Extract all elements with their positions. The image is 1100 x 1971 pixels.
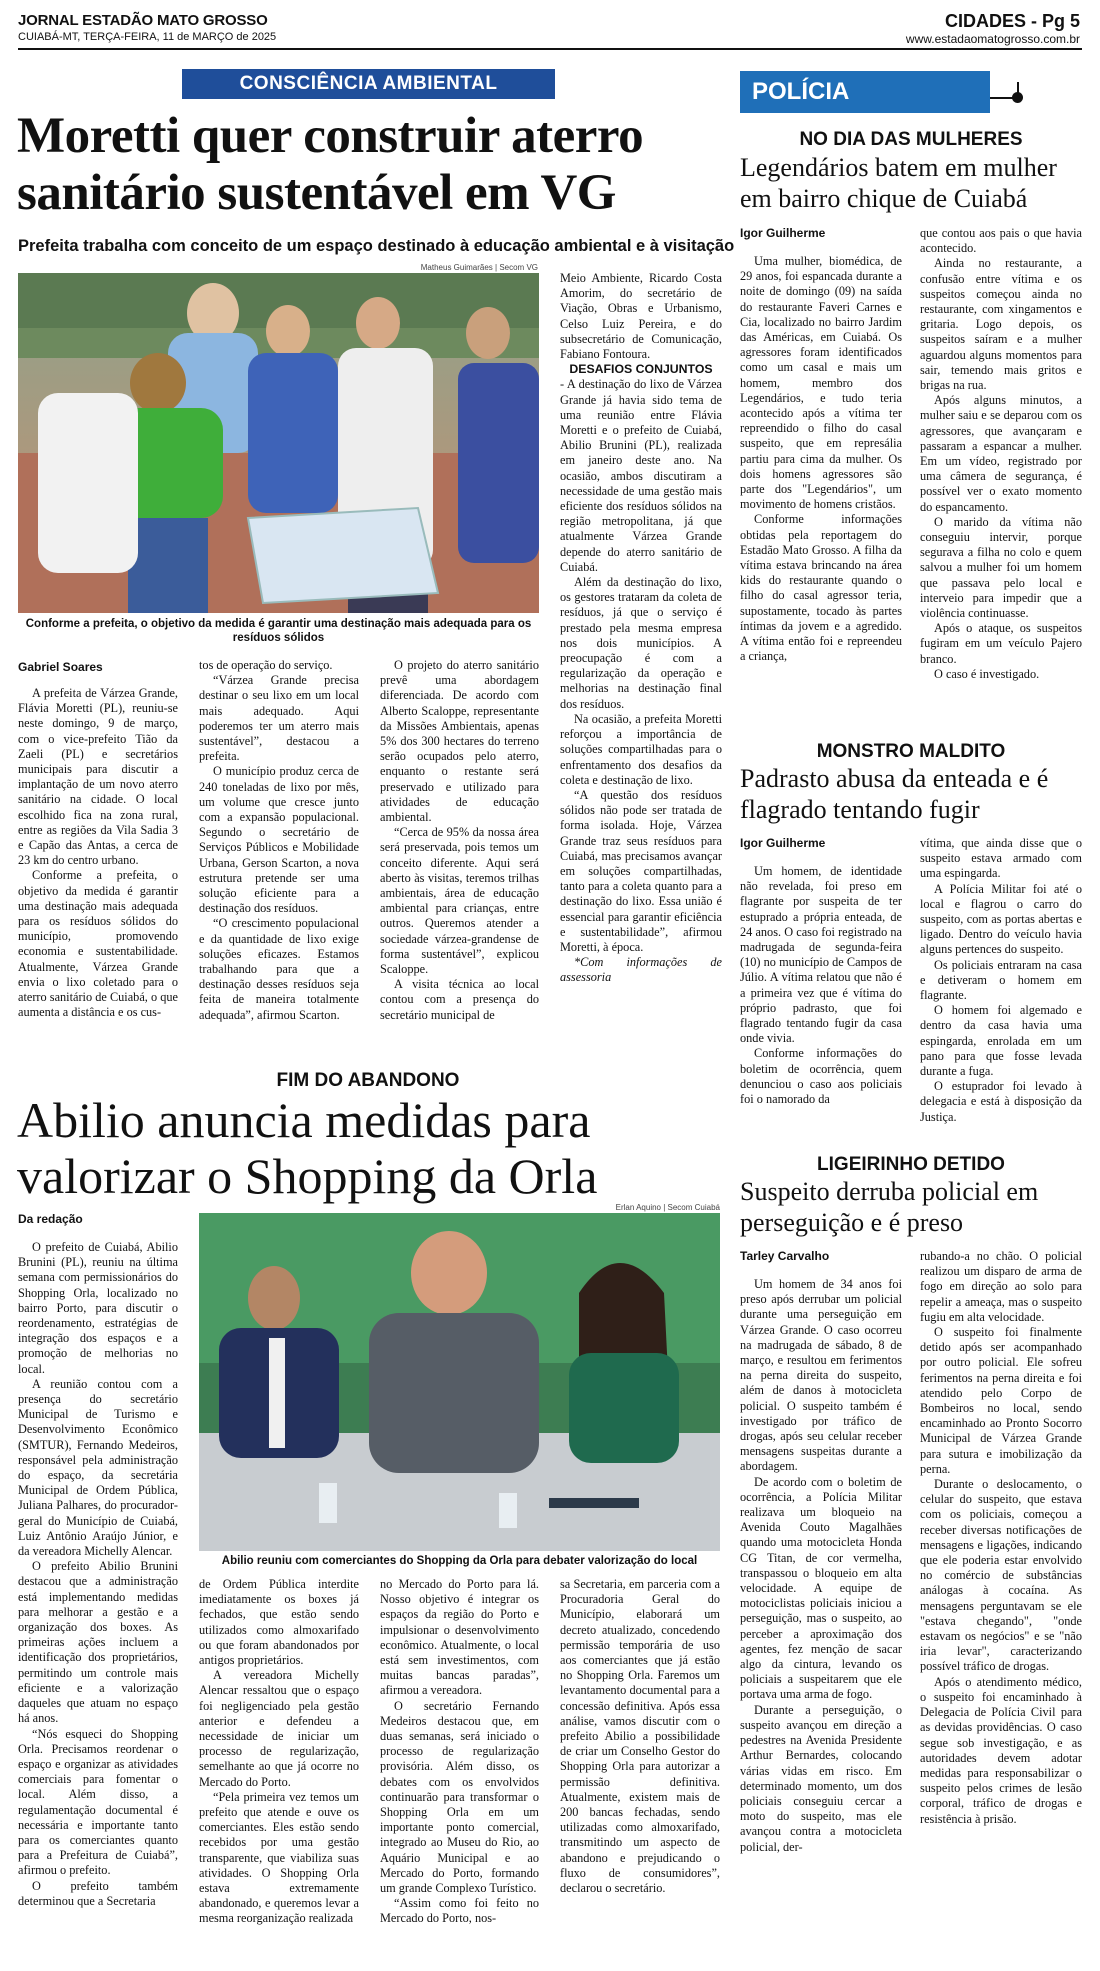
paragraph: O caso é investigado.	[934, 666, 1040, 681]
caption-orla: Abilio reuniu com comerciantes do Shopping da Orla para debater valorização do local	[221, 1555, 698, 1567]
paragraph: Após alguns minutos, a mulher saiu e se deparou com os agressores, que avançaram e passaram a espancar a mulher. Em um vídeo, registrado por uma câmera de segurança, é possível ver o exato momento do espancamento.	[920, 393, 1082, 514]
article-aterro-col3	[560, 271, 722, 1057]
page-section-label: CIDADES - Pg 5	[944, 11, 1080, 31]
police-banner-line	[990, 97, 1014, 99]
article-aterro-col2	[199, 658, 359, 1054]
article-orla-col2	[199, 1577, 359, 1967]
paragraph: A vereadora Michelly Alencar ressaltou que o espaço foi negligenciado pela gestão anterior e defendeu a necessidade de iniciar um processo de regularização, semelhante ao que já ocorre no Mercado do Porto.	[199, 1668, 359, 1789]
article-padrasto-col1	[740, 864, 902, 1134]
paragraph: de Ordem Pública interdite imediatamente os boxes já fechados, que estão sendo utilizados como almoxarifado ou que foram abandonados por antigos proprietários.	[199, 1577, 359, 1668]
article-aterro-col1	[18, 686, 178, 1054]
police-section-label: POLÍCIA	[752, 78, 850, 105]
photo-credit-orla: Erlan Aquino | Secom Cuiabá	[615, 1203, 720, 1212]
paragraph: O estuprador foi levado à delegacia e está à disposição da Justiça.	[920, 1079, 1082, 1124]
byline-padrasto: Igor Guilherme	[740, 836, 826, 850]
paragraph: Após o ataque, os suspeitos fugiram em um veículo Pajero branco.	[920, 621, 1082, 666]
article-suspeito-col2	[920, 1249, 1082, 1965]
article-legendarios-col1	[740, 254, 902, 730]
paragraph: O marido da vítima não conseguiu intervir, porque segurava a filha no colo e quem salvou a mulher foi um homem que passava pelo local e interveio para impedir que a violência continuasse.	[920, 514, 1082, 621]
paragraph: O secretário Fernando Medeiros destacou que, em duas semanas, será iniciado o processo de regularização provisória. Além disso, os debates com os envolvidos continuarão para transformar o Shopping Orla em um importante ponto comercial, integrado ao Museu do Rio, ao Aquário Municipal e ao Mercado do Porto, formando um grande Complexo Turístico.	[380, 1698, 539, 1896]
paragraph: Conforme a prefeita, o objetivo da medida é garantir uma destinação mais adequada para os resíduos sólidos do município, promovendo economia e sustentabilidade. Atualmente, Várzea Grande envia o lixo coletado para o aterro sanitário de Cuiabá, o que aumenta a distância e os cus-	[18, 868, 178, 1020]
article-padrasto-col2	[920, 836, 1082, 1134]
paragraph: Durante a perseguição, o suspeito avançou em direção a pedestres na Avenida Presidente Arthur Bernardes, colocando várias vidas em risco. Em determinado momento, um dos policiais conseguiu cercar a moto do suspeito, mas ele avançou contra a motocicleta policial, der-	[740, 1702, 902, 1854]
paragraph: Uma mulher, biomédica, de 29 anos, foi espancada durante a noite de domingo (09) na saída do restaurante Faveri Carnes e Cia, localizado no bairro Jardim das Américas, em Cuiabá. Os agressores foram identificados como um casal e mais um homem, membro dos Legendários, e tudo teria acontecido após a vítima ter repreendido o filho do casal suspeito, que em represália partiu para cima da mulher. Os dois homens agressores são parte dos "Legendários", um movimento de homens cristãos.	[740, 254, 902, 512]
article-orla-col3	[380, 1577, 539, 1967]
paragraph: O prefeito de Cuiabá, Abilio Brunini (PL), reuniu na última semana com permissionários do Shopping Orla, localizado no bairro Porto, para discutir o reordenamento, estratégias de integração dos espaços e a promoção de melhorias no local.	[18, 1240, 178, 1376]
paragraph: A prefeita de Várzea Grande, Flávia Moretti (PL), reuniu-se neste domingo, 9 de março, com o vice-prefeito Tião da Zaeli (PL) e secretários municipais para discutir a implantação de um novo aterro sanitário na cidade. O local escolhido fica na zona rural, entre as regiões da Vila Sadia 3 e Capão das Antas, a cerca de 23 km do centro urbano.	[18, 686, 178, 868]
website-link[interactable]: www.estadaomatogrosso.com.br	[905, 32, 1080, 46]
masthead-dateline: CUIABÁ-MT, TERÇA-FEIRA, 11 de MARÇO de 2025	[18, 31, 277, 43]
paragraph: vítima, que ainda disse que o suspeito estava armado com uma espingarda.	[920, 836, 1082, 881]
section-tag-label: CONSCIÊNCIA AMBIENTAL	[239, 73, 498, 94]
paragraph: A reunião contou com a presença do secretário Municipal de Turismo e Desenvolvimento Econômico (SMTUR), Fernando Medeiros, responsável pela administração do espaço, da secretária Municipal de Ordem Pública, Juliana Palhares, do procurador-geral do Município de Cuiabá, Luiz Antônio Araújo Júnior, e da vereadora Michelly Alencar.	[18, 1376, 178, 1559]
paragraph: Durante o deslocamento, o celular do suspeito, que estava com os policiais, começou a receber diversas notificações de mensagens e ligações, indicando que ele poderia estar envolvido no comércio de substâncias análogas à cocaína. As mensagens perguntavam se ele "estava chegando", "onde estavam os negócios" e se "não iria levar", caracterizando possível tráfico de drogas.	[920, 1477, 1082, 1674]
paragraph: De acordo com o boletim de ocorrência, a Polícia Militar realizava um bloqueio na Avenida Couto Magalhães quando uma motocicleta Honda CG Titan, de cor vermelha, transpassou o bloqueio em alta velocidade. A equipe de motociclistas policiais iniciou a perseguição, mas o suspeito, ao perceber a aproximação dos agentes, fez menção de sacar algo da cintura, levando os policiais a suspeitarem que ele portava uma arma de fogo.	[740, 1474, 902, 1702]
kicker-dia-mulheres: NO DIA DAS MULHERES	[799, 129, 1023, 150]
paragraph: - A destinação do lixo de Várzea Grande já havia sido tema de uma reunião entre Flávia Moretti e o prefeito de Cuiabá, Abilio Brunini (PL), realizada em janeiro deste ano. Na ocasião, ambos discutiram a necessidade de uma gestão mais eficiente dos resíduos sólidos na região metropolitana, já que atualmente Várzea Grande depende do aterro sanitário de Cuiabá.	[560, 377, 722, 574]
subsection-heading: DESAFIOS CONJUNTOS	[569, 362, 713, 377]
paragraph: “Cerca de 95% da nossa área será preservada, pois temos um conceito diferente. Aqui será aberto às visitas, teremos trilhas ambientais, área de educação ambiental para crianças, entre outros. Queremos atender a sociedade várzea-grandense de forma sustentável”, explicou Scaloppe.	[380, 825, 539, 977]
byline-aterro: Gabriel Soares	[18, 660, 103, 674]
paragraph: Um homem, de identidade não revelada, foi preso em flagrante por suspeita de ter estuprado a própria enteada, de 24 anos. O caso foi registrado na madrugada de segunda-feira (10) no município de Campos de Júlio. A vítima relatou que não é a primeira vez que é vítima do próprio padrasto, que foi flagrado tentando fugir da casa onde vivia.	[740, 864, 902, 1046]
headline-padrasto: Padrasto abusa da enteada e é flagrado tentando fugir	[740, 764, 1049, 824]
paragraph: A Polícia Militar foi até o local e flagrou o carro do suspeito, com as portas abertas e ligado. Dentro do veículo havia alguns pertences do suspeito.	[920, 881, 1082, 957]
kicker-monstro-maldito: MONSTRO MALDITO	[816, 741, 1006, 762]
paragraph: rubando-a no chão. O policial realizou um disparo de arma de fogo em direção ao solo para repelir a ameaça, mas o suspeito fugiu em alta velocidade.	[920, 1249, 1082, 1324]
paragraph: O homem foi algemado e dentro da casa havia uma espingarda, enrolada em um pano para que fosse levada durante a fuga.	[920, 1003, 1082, 1079]
headline-legendarios: Legendários batem em mulher em bairro chique de Cuiabá	[740, 153, 1057, 213]
paragraph: O prefeito também determinou que a Secretaria	[18, 1878, 178, 1908]
byline-legendarios: Igor Guilherme	[740, 226, 826, 240]
paragraph: O projeto do aterro sanitário prevê uma abordagem diferenciada. De acordo com Alberto Scaloppe, representante da Missões Ambientais, apenas 5% dos 300 hectares do terreno serão ocupados pelo aterro, enquanto o restante será preservado e utilizado para atividades de educação ambiental.	[380, 658, 539, 825]
paragraph: Um homem de 34 anos foi preso após derrubar um policial durante uma perseguição em Várzea Grande. O caso ocorreu na madrugada de sábado, 8 de março, e resultou em ferimentos na perna direita do suspeito, além de danos à motocicleta policial. O suspeito também é investigado por tráfico de drogas, após seu celular receber mensagens suspeitas durante a abordagem.	[740, 1277, 902, 1474]
paragraph: Os policiais entraram na casa e detiveram o homem em flagrante.	[920, 957, 1082, 1003]
paragraph: “O crescimento populacional e da quantidade de lixo exige soluções eficazes. Estamos trabalhando para que a destinação desses resíduos seja feita de maneira totalmente adequada”, afirmou Scarton.	[199, 916, 359, 1022]
kicker-fim-abandono: FIM DO ABANDONO	[276, 1070, 460, 1091]
police-section-banner	[740, 71, 990, 113]
caption-aterro: Conforme a prefeita, o objetivo da medida é garantir uma destinação mais adequada para os resíduos sólidos	[25, 618, 532, 644]
paragraph: Na ocasião, a prefeita Moretti reforçou a importância de soluções compartilhadas para o enfrentamento dos desafios da coleta e destinação de lixo.	[560, 711, 722, 787]
paragraph: sa Secretaria, em parceria com a Procuradoria Geral do Município, elaborará um decreto atualizado, concedendo permissão temporária de uso aos comerciantes que já estão no Shopping Orla. Faremos um levantamento documental para a concessão definitiva. Após essa análise, vamos discutir com o prefeito Abilio a possibilidade de criar um Conselho Gestor do Shopping Orla para autorizar a permissão definitiva. Atualmente, existem mais de 200 bancas fechadas, sendo utilizadas como almoxarifado, transmitindo um aspecto de abandono e prejudicando o fluxo de consumidores”, declarou o secretário.	[560, 1577, 720, 1896]
photo-credit-aterro: Matheus Guimarães | Secom VG	[420, 263, 538, 272]
subhead-aterro: Prefeita trabalha com conceito de um espaço destinado à educação ambiental e à visitação	[18, 237, 735, 255]
photo-aterro-visit	[18, 273, 539, 613]
paragraph: Além da destinação do lixo, os gestores trataram da coleta de resíduos, já que o serviço é prestado pela mesma empresa nos dois municípios. A preocupação é com a regularização da operação e melhorias na destinação final dos resíduos.	[560, 575, 722, 711]
article-legendarios-col2	[920, 226, 1082, 730]
section-tag-consciencia	[182, 69, 555, 99]
photo-orla-meeting	[199, 1213, 720, 1551]
paragraph: O suspeito foi finalmente detido após ser acompanhado por outro policial. Ele sofreu ferimentos na perna direita e foi atendido pelo Corpo de Bombeiros no local, sendo encaminhado ao Pronto Socorro Municipal de Várzea Grande para sutura e imobilização da perna.	[920, 1325, 1082, 1476]
source-note: *Com informações de assessoria	[560, 955, 722, 985]
paragraph: tos de operação do serviço.	[199, 658, 333, 672]
police-banner-tick	[1017, 82, 1019, 96]
headline-aterro: Moretti quer construir aterro sanitário sustentável em VG	[17, 108, 644, 221]
paragraph: Conforme informações do boletim de ocorrência, quem denunciou o caso aos policiais foi o namorado da	[740, 1046, 902, 1107]
paragraph: A visita técnica ao local contou com a presença do secretário municipal de	[380, 977, 539, 1022]
article-suspeito-col1	[740, 1277, 902, 1965]
byline-suspeito: Tarley Carvalho	[740, 1249, 830, 1263]
headline-suspeito: Suspeito derruba policial em perseguição e é preso	[740, 1177, 1039, 1237]
paragraph: O município produz cerca de 240 toneladas de lixo por mês, um volume que cresce junto com a expansão populacional. Segundo o secretário de Serviços Públicos e Mobilidade Urbana, Gerson Scarton, a nova estrutura pretende ser uma solução eficiente para a destinação dos resíduos.	[199, 764, 359, 916]
article-aterro-col-mid	[380, 658, 539, 1054]
masthead-paper-name: JORNAL ESTADÃO MATO GROSSO	[18, 12, 268, 29]
kicker-ligeirinho-detido: LIGEIRINHO DETIDO	[817, 1154, 1005, 1175]
paragraph: “Pela primeira vez temos um prefeito que atende e ouve os comerciantes. Eles estão sendo recebidos por uma gestão transparente, que viabiliza suas atividades. O Shopping Orla estava extremamente abandonado, e queremos levar a mesma reorganização realizada	[199, 1789, 359, 1926]
paragraph: “Várzea Grande precisa destinar o seu lixo em um local mais adequado. Aqui poderemos ter um aterro mais sustentável”, destacou a prefeita.	[199, 673, 359, 764]
paragraph: no Mercado do Porto para lá. Nosso objetivo é integrar os espaços da região do Porto e impulsionar o desenvolvimento econômico. Atualmente, o local está sem investimentos, com muitas bancas paradas”, afirmou a vereadora.	[380, 1577, 539, 1698]
paragraph: O prefeito Abilio Brunini destacou que a administração está implementando medidas para melhorar a gestão e a organização dos boxes. As primeiras ações incluem a identificação dos proprietários, permitindo um controle mais eficiente e a valorização daqueles que atuam no espaço há anos.	[18, 1559, 178, 1726]
article-orla-col1	[18, 1240, 178, 1967]
byline-shopping-orla: Da redação	[18, 1212, 83, 1226]
headline-shopping-orla: Abilio anuncia medidas para valorizar o Shopping da Orla	[17, 1092, 598, 1204]
paragraph: Conforme informações obtidas pela reportagem do Estadão Mato Grosso. A filha da vítima estava brincando na área kids do restaurante quando o filho do casal agressor teria, supostamente, tocado às partes íntimas da jovem e a agredido. A vítima então foi e repreendeu a criança,	[740, 512, 902, 664]
paragraph: Meio Ambiente, Ricardo Costa Amorim, do secretário de Viação, Obras e Urbanismo, Celso Luiz Pereira, e do subsecretário de Comunicação, Fabiano Fontoura.	[560, 271, 722, 362]
paragraph: “Assim como foi feito no Mercado do Porto, nos-	[380, 1896, 539, 1926]
article-orla-col4	[560, 1577, 720, 1967]
paragraph: Ainda no restaurante, a confusão entre vítima e os suspeitos começou ainda no restaurante, com xingamentos e gritaria. Logo depois, os suspeitos saíram e a mulher aguardou alguns momentos para sair, temendo mais gritos e brigas na rua.	[920, 256, 1082, 393]
header-rule	[18, 48, 1082, 50]
paragraph: que contou aos pais o que havia acontecido.	[920, 226, 1082, 256]
paragraph: “A questão dos resíduos sólidos não pode ser tratada de forma isolada. Hoje, Várzea Grande traz seus resíduos para Cuiabá, mas precisamos avançar em soluções compartilhadas, tanto para a coleta quanto para a destinação do lixo. Essa união é essencial para garantir eficiência e sustentabilidade”, afirmou Moretti, à época.	[560, 787, 722, 954]
paragraph: “Nós esqueci do Shopping Orla. Precisamos reordenar o espaço e organizar as atividades comerciais para fomentar o local. Além disso, a regulamentação documental é necessária e importante tanto para os comerciantes quanto para a Prefeitura de Cuiabá”, afirmou o prefeito.	[18, 1726, 178, 1878]
paragraph: Após o atendimento médico, o suspeito foi encaminhado à Delegacia de Polícia Civil para as devidas providências. O caso segue sob investigação, e as autoridades devem adotar medidas para responsabilizar o suspeito pelos crimes de lesão corporal, tráfico de drogas e resistência à prisão.	[920, 1674, 1082, 1826]
